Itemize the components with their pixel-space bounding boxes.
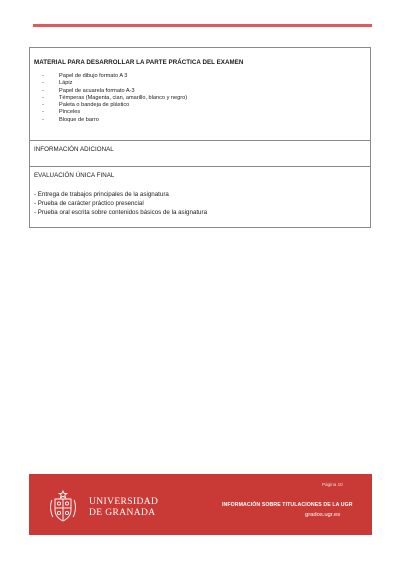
evaluation-section: [29, 166, 371, 228]
university-name: UNIVERSIDAD DE GRANADA: [89, 497, 159, 518]
evaluation-list: [34, 190, 207, 217]
material-list: [42, 73, 187, 124]
list-item: - Entrega de trabajos principales de la asignatura: [34, 191, 169, 198]
evaluation-title: EVALUACIÓN ÚNICA FINAL: [34, 172, 115, 179]
additional-info-section: [29, 140, 371, 167]
list-item: - Paleta o bandeja de plástico: [42, 102, 130, 109]
list-item: - Témperas (Magenta, cian, amarillo, blanco y negro): [42, 94, 188, 101]
material-section: [29, 47, 371, 141]
footer-banner: [29, 474, 372, 535]
university-seal-icon: [49, 490, 77, 523]
titulaciones-info: INFORMACIÓN SOBRE TITULACIONES DE LA UGR: [222, 502, 353, 508]
list-item: - Prueba oral escrita sobre contenidos básicos de la asignatura: [34, 209, 208, 216]
material-title: MATERIAL PARA DESARROLLAR LA PARTE PRÁCTICA DEL EXAMEN: [34, 59, 244, 66]
page-number: Página 10: [322, 482, 343, 487]
list-item: - Prueba de carácter práctico presencial: [34, 200, 144, 207]
additional-info-title: INFORMACIÓN ADICIONAL: [34, 146, 114, 153]
list-item: - Bloque de barro: [42, 116, 99, 123]
list-item: - Pinceles: [42, 109, 81, 116]
list-item: - Lápiz: [42, 80, 73, 87]
header-rule: [33, 24, 372, 27]
grados-link[interactable]: grados.ugr.es: [305, 512, 341, 518]
list-item: - Papel de acuarela formato A-3: [42, 87, 135, 94]
list-item: - Papel de dibujo formato A 3: [42, 73, 128, 79]
